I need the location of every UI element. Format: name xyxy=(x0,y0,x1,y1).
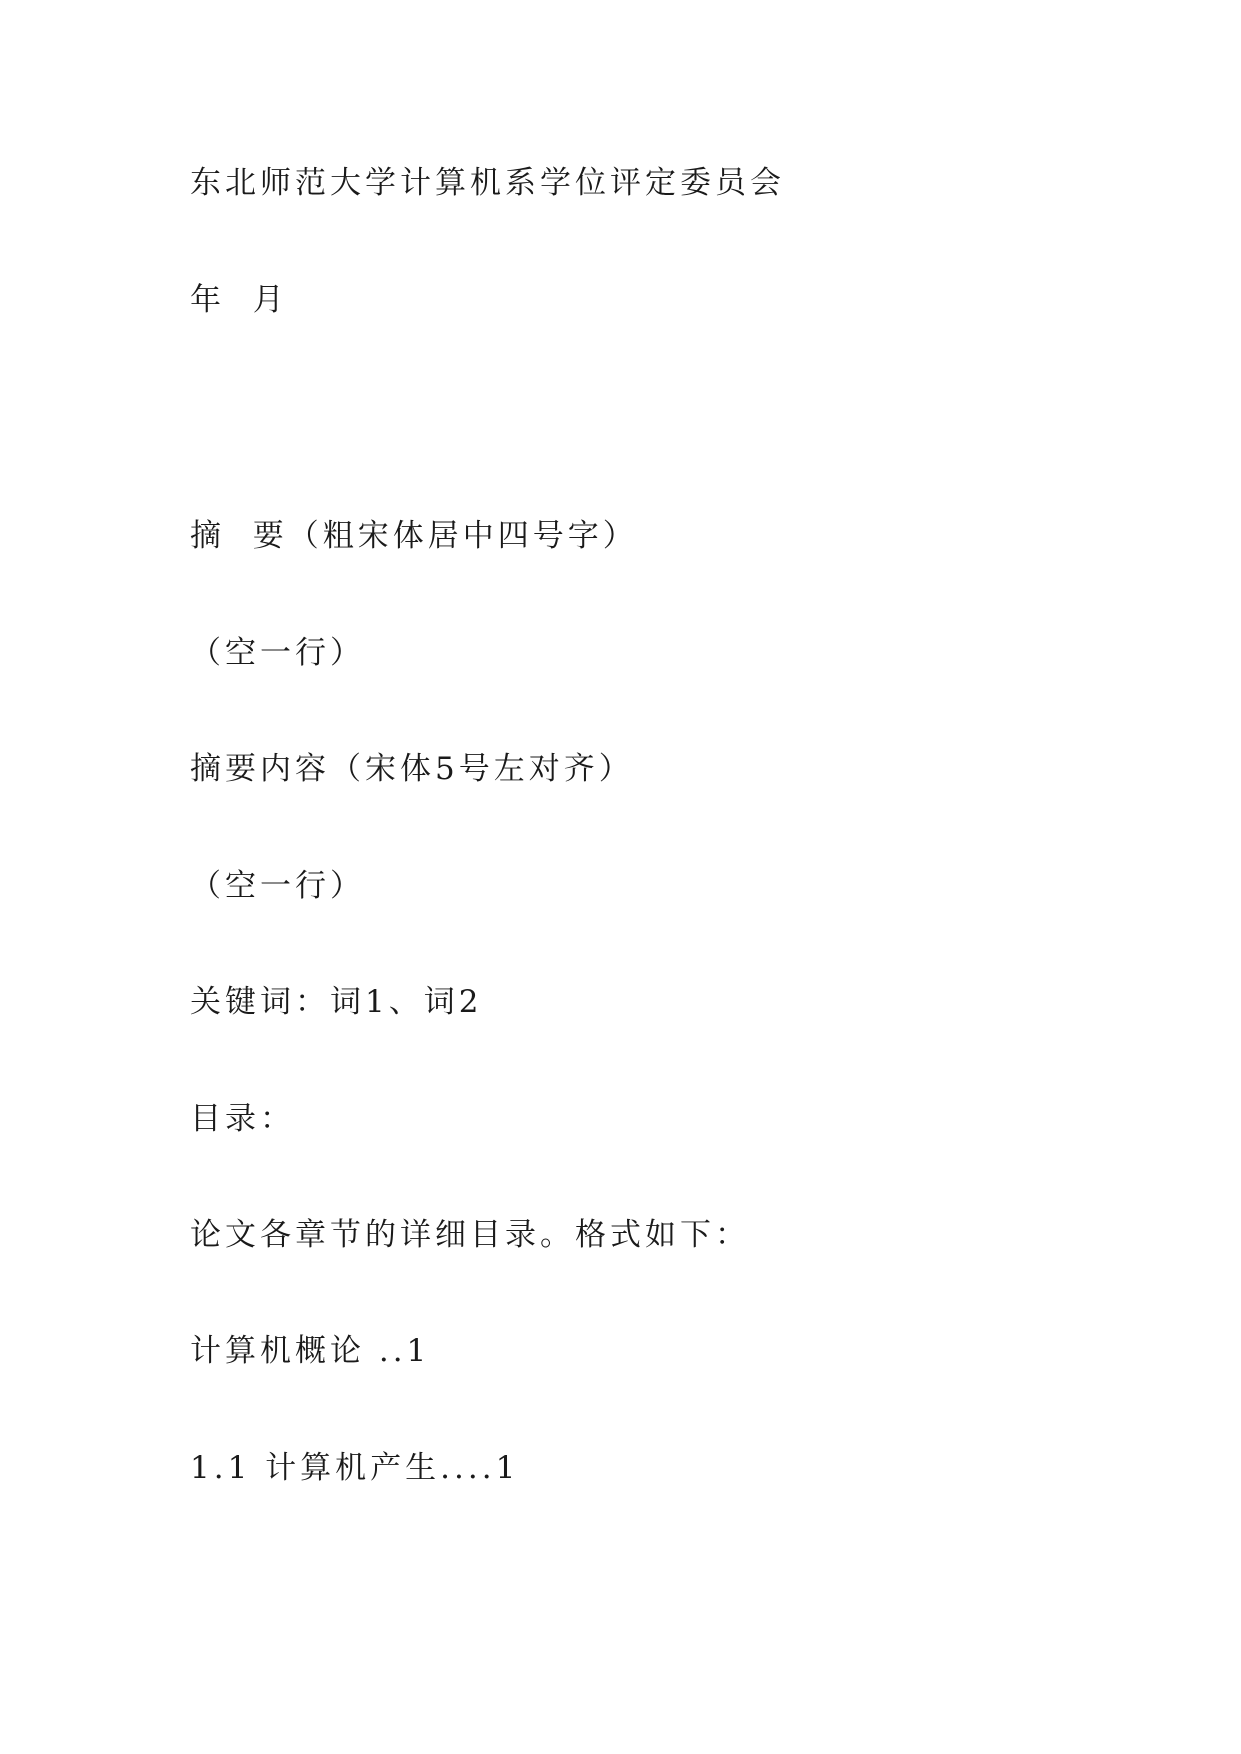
abstract-content-note: 摘要内容（宋体5号左对齐） xyxy=(190,751,634,787)
blank-line-note: （空一行） xyxy=(190,635,365,671)
toc-entry: 计算机概论 ..1 xyxy=(190,1333,431,1369)
committee-line: 东北师范大学计算机系学位评定委员会 xyxy=(190,165,785,201)
blank-line-note: （空一行） xyxy=(190,868,365,904)
abstract-heading: 摘 要（粗宋体居中四号字） xyxy=(190,518,638,554)
toc-description: 论文各章节的详细目录。格式如下： xyxy=(190,1217,750,1253)
toc-entry: 1.1 计算机产生....1 xyxy=(190,1450,520,1486)
keywords-line: 关键词：词1、词2 xyxy=(190,984,483,1020)
date-line: 年 月 xyxy=(190,282,288,318)
toc-heading: 目录： xyxy=(190,1101,295,1137)
